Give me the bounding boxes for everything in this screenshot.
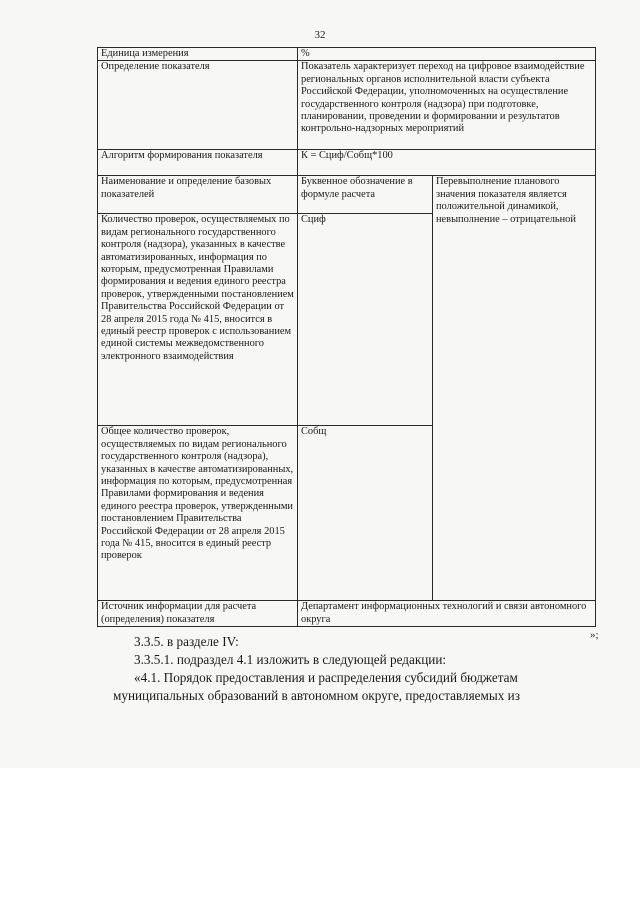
table-row-unit bbox=[98, 48, 596, 61]
definition-value: Показатель характеризует переход на цифровое взаимодействие региональных органов исполнительной власти субъекта Российской Федерации, уполномоченных на осуществление государственного контроля (надзора) при подготовке, планировании, проведении и формировании и результатов контрольно-надзорных мероприятий bbox=[298, 61, 596, 150]
row2-symbol: Собщ bbox=[298, 426, 433, 601]
paragraph-4-1-heading: «4.1. Порядок предоставления и распределения субсидий бюджетам bbox=[134, 670, 518, 685]
source-label: Источник информации для расчета (определения) показателя bbox=[98, 601, 298, 627]
algorithm-label: Алгоритм формирования показателя bbox=[98, 150, 298, 176]
paragraph-3-3-5: 3.3.5. в разделе IV: bbox=[134, 634, 239, 649]
table-row-definition bbox=[98, 61, 596, 150]
row2-name: Общее количество проверок, осуществляемых по видам регионального государственного контроля (надзора), указанных в качестве автоматизированных, информация по которым, предусмотренная Правилами формирования и ведения единого реестра проверок, утвержденными постановлением Правительства Российской Федерации от 28 апреля 2015 года № 415, вносится в единый реестр проверок bbox=[98, 426, 298, 601]
algorithm-formula: К = Сциф/Собщ*100 bbox=[298, 150, 596, 176]
paragraph-4-1-continuation: муниципальных образований в автономном округе, предоставляемых из bbox=[113, 688, 520, 703]
page-number: 32 bbox=[314, 29, 326, 41]
closing-quote: »; bbox=[590, 629, 599, 641]
row1-symbol: Сциф bbox=[298, 214, 433, 426]
indicator-passport-table bbox=[97, 47, 596, 627]
base-header-symbol: Буквенное обозначение в формуле расчета bbox=[298, 176, 433, 214]
row2-note-blank bbox=[433, 426, 596, 601]
unit-label: Единица измерения bbox=[98, 48, 298, 61]
table-row-algorithm bbox=[98, 150, 596, 176]
definition-label: Определение показателя bbox=[98, 61, 298, 150]
row1-name: Количество проверок, осуществляемых по видам регионального государственного контроля (надзора), указанных в качестве автоматизированных, информация по которым, предусмотренная Правилами формирования и ведения единого реестра проверок, утвержденными постановлением Правительства Российской Федерации от 28 апреля 2015 года № 415, вносится в единый реестр проверок с использованием единой системы межведомственного электронного взаимодействия bbox=[98, 214, 298, 426]
table-row-base-header bbox=[98, 176, 596, 214]
table-row-total-checks bbox=[98, 426, 596, 601]
base-header-name: Наименование и определение базовых показателей bbox=[98, 176, 298, 214]
table-row-source bbox=[98, 601, 596, 627]
unit-value: % bbox=[298, 48, 596, 61]
base-note: Перевыполнение планового значения показателя является положительной динамикой, невыполнение – отрицательной bbox=[433, 176, 596, 426]
source-value: Департамент информационных технологий и связи автономного округа bbox=[298, 601, 596, 627]
paragraph-3-3-5-1: 3.3.5.1. подраздел 4.1 изложить в следующей редакции: bbox=[134, 652, 447, 667]
